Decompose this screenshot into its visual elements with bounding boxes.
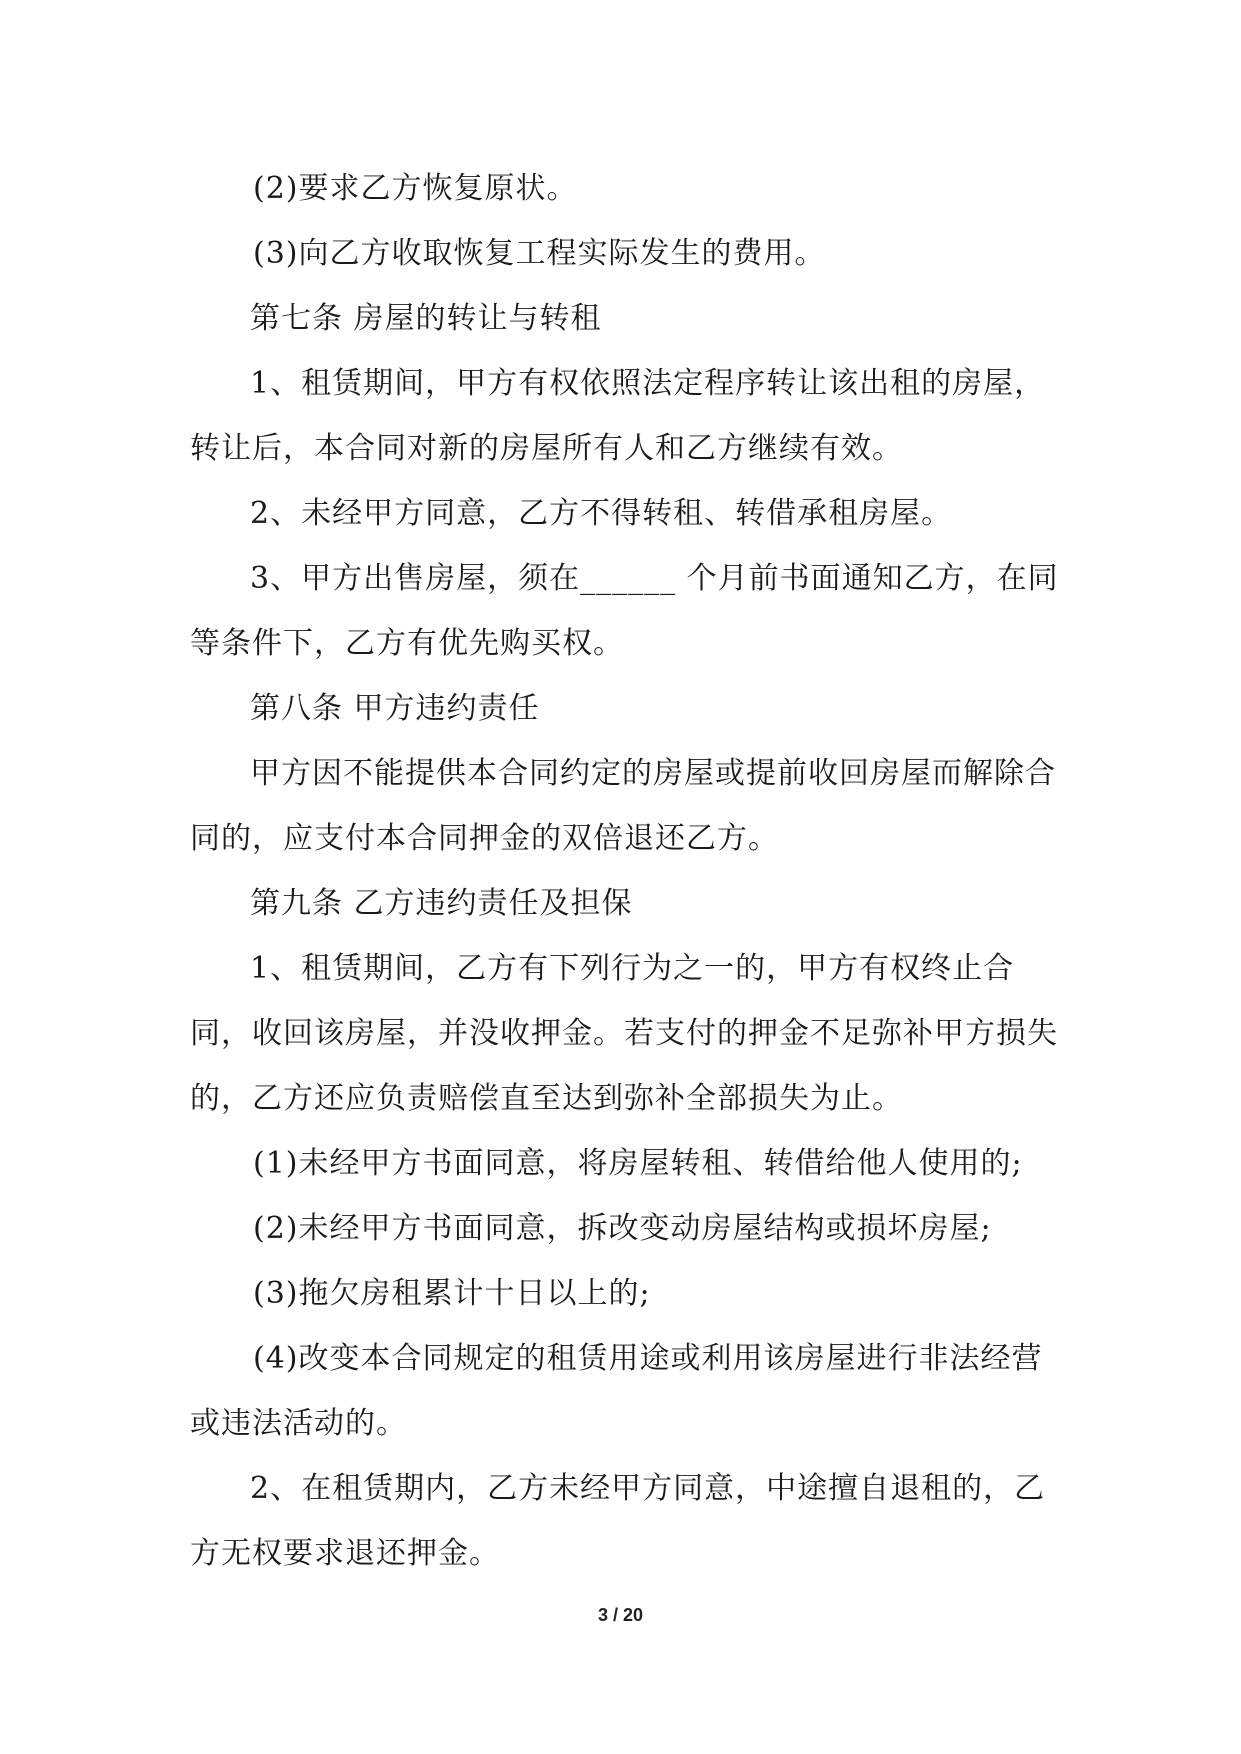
page-number: 3 / 20 — [597, 1605, 644, 1625]
article-9-clause-2: 2、在租赁期内，乙方未经甲方同意，中途擅自退租的，乙方无权要求退还押金。 — [190, 1471, 1046, 1571]
article-8-body: 甲方因不能提供本合同约定的房屋或提前收回房屋而解除合同的，应支付本合同押金的双倍退还乙方。 — [190, 756, 1056, 856]
article-9-item-3: (3)拖欠房租累计十日以上的; — [253, 1276, 651, 1311]
article-9-item-2: (2)未经甲方书面同意，拆改变动房屋结构或损坏房屋; — [253, 1211, 992, 1246]
article-9-heading: 第九条 乙方违约责任及担保 — [250, 886, 633, 921]
article-9-item-4: (4)改变本合同规定的租赁用途或利用该房屋进行非法经营或违法活动的。 — [190, 1341, 1043, 1441]
paragraph-item-3-fees: (3)向乙方收取恢复工程实际发生的费用。 — [253, 236, 826, 271]
article-7-clause-1: 1、租赁期间，甲方有权依照法定程序转让该出租的房屋，转让后，本合同对新的房屋所有人和乙方继续有效。 — [190, 366, 1046, 466]
article-9-item-1: (1)未经甲方书面同意，将房屋转租、转借给他人使用的; — [253, 1146, 1023, 1181]
article-9-clause-1: 1、租赁期间，乙方有下列行为之一的，甲方有权终止合同，收回该房屋，并没收押金。若支付的押金不足弥补甲方损失的，乙方还应负责赔偿直至达到弥补全部损失为止。 — [190, 951, 1058, 1116]
paragraph-item-2-restore: (2)要求乙方恢复原状。 — [253, 171, 578, 206]
article-7-clause-3: 3、甲方出售房屋，须在______ 个月前书面通知乙方，在同等条件下，乙方有优先购买权。 — [190, 561, 1059, 661]
document-body — [190, 156, 1070, 1586]
article-7-heading: 第七条 房屋的转让与转租 — [250, 301, 602, 336]
article-8-heading: 第八条 甲方违约责任 — [250, 691, 540, 726]
article-7-clause-2: 2、未经甲方同意，乙方不得转租、转借承租房屋。 — [250, 496, 953, 531]
